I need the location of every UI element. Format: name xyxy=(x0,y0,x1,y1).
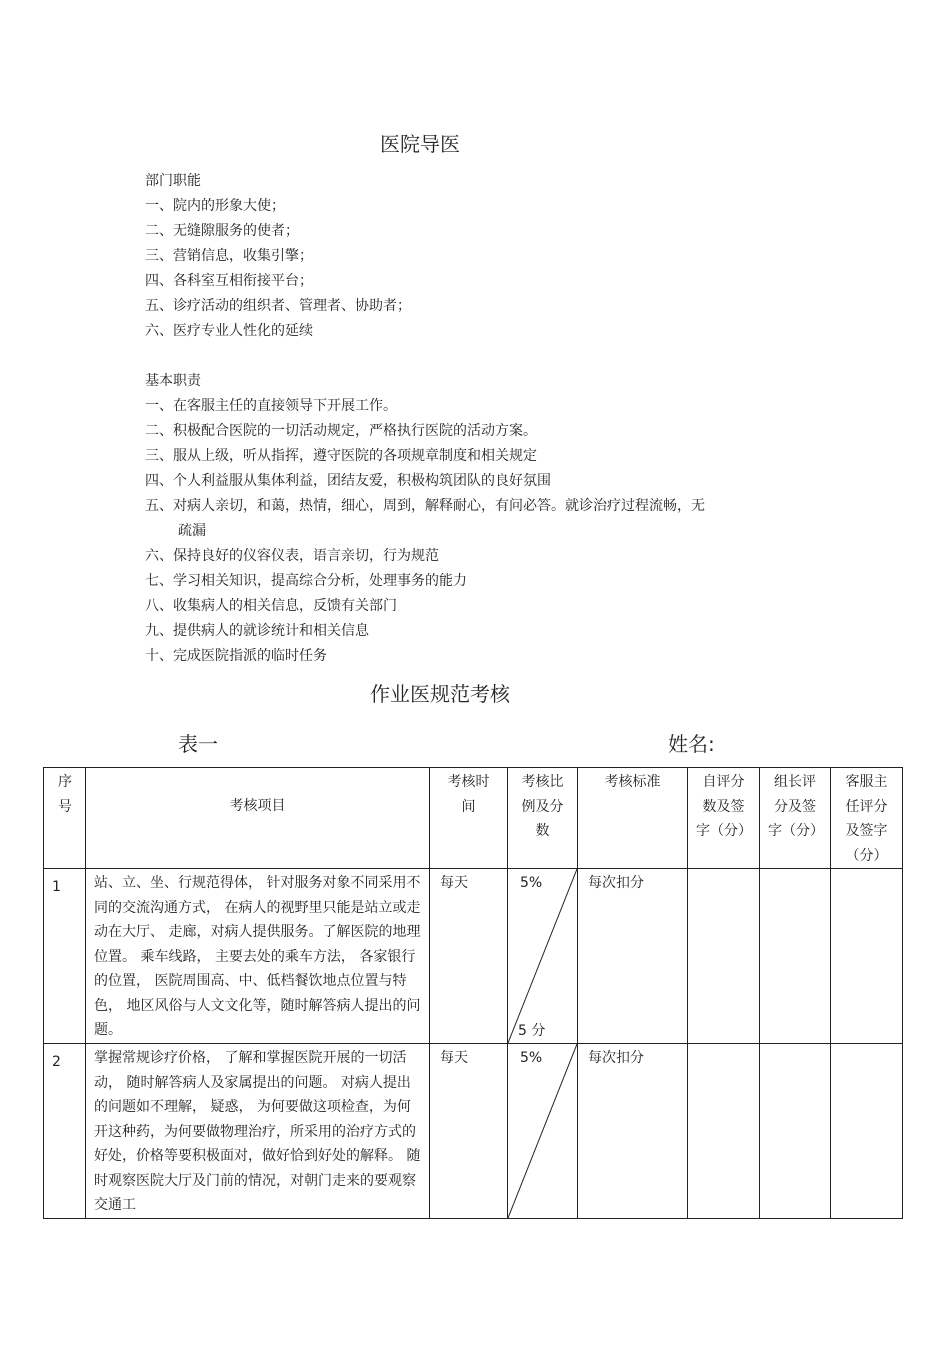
leader-score-cell[interactable] xyxy=(760,869,831,1044)
row-ratio: 5% xyxy=(520,875,543,891)
duty-item: 四、个人利益服从集体利益，团结友爱，积极构筑团队的良好氛围 xyxy=(145,473,551,489)
leader-score-cell[interactable] xyxy=(760,1044,831,1219)
function-item: 五、诊疗活动的组织者、管理者、协助者； xyxy=(145,298,411,314)
section-heading-functions: 部门职能 xyxy=(145,173,201,189)
function-item: 四、各科室互相衔接平台； xyxy=(145,273,313,289)
diagonal-line xyxy=(508,1044,577,1218)
function-item: 六、医疗专业人性化的延续 xyxy=(145,323,313,339)
duty-item-continuation: 疏漏 xyxy=(178,523,206,539)
director-score-cell[interactable] xyxy=(831,869,903,1044)
header-seq: 序号 xyxy=(44,768,86,869)
header-director-score: 客服主任评分及签字（分） xyxy=(831,768,903,869)
row-standard: 每次扣分 xyxy=(578,869,688,1044)
duty-item: 七、学习相关知识，提高综合分析，处理事务的能力 xyxy=(145,573,467,589)
row-ratio-cell xyxy=(508,869,578,1044)
header-item: 考核项目 xyxy=(86,768,430,869)
duty-item: 一、在客服主任的直接领导下开展工作。 xyxy=(145,398,397,414)
header-ratio: 考核比例及分数 xyxy=(508,768,578,869)
header-time: 考核时间 xyxy=(430,768,508,869)
director-score-cell[interactable] xyxy=(831,1044,903,1219)
table-row xyxy=(44,869,903,1044)
header-standard: 考核标准 xyxy=(578,768,688,869)
self-score-cell[interactable] xyxy=(688,869,760,1044)
duty-item: 八、收集病人的相关信息，反馈有关部门 xyxy=(145,598,397,614)
function-item: 三、营销信息，收集引擎； xyxy=(145,248,313,264)
assessment-title: 作业医规范考核 xyxy=(370,682,510,706)
row-item: 掌握常规诊疗价格， 了解和掌握医院开展的一切活动， 随时解答病人及家属提出的问题。 对病人提出的问题如不理解， 疑惑， 为何要做这项检查，为何开这种药，为何要做物理治疗，所采用的治疗方式的好处，价格等要积极面对，做好恰到好处的解释。 随时观察医院大厅及门前的情况，对朝门走来的要观察交通工 xyxy=(86,1044,430,1219)
table-row xyxy=(44,1044,903,1219)
row-standard: 每次扣分 xyxy=(578,1044,688,1219)
header-self-score: 自评分数及签字（分） xyxy=(688,768,760,869)
duty-item: 五、对病人亲切，和蔼，热情，细心，周到，解释耐心，有问必答。就诊治疗过程流畅，无 xyxy=(145,498,705,514)
header-leader-score: 组长评分及签字（分） xyxy=(760,768,831,869)
function-item: 一、院内的形象大使； xyxy=(145,198,285,214)
row-number: 2 xyxy=(44,1044,86,1219)
diagonal-line xyxy=(508,869,577,1043)
name-label: 姓名: xyxy=(668,732,715,756)
section-heading-duties: 基本职责 xyxy=(145,373,201,389)
function-item: 二、无缝隙服务的使者； xyxy=(145,223,299,239)
duty-item: 三、服从上级，听从指挥，遵守医院的各项规章制度和相关规定 xyxy=(145,448,537,464)
row-time: 每天 xyxy=(430,1044,508,1219)
row-ratio: 5% xyxy=(520,1050,543,1066)
duty-item: 二、积极配合医院的一切活动规定，严格执行医院的活动方案。 xyxy=(145,423,537,439)
row-score: 5 分 xyxy=(518,1022,546,1039)
row-item: 站、立、坐、行规范得体， 针对服务对象不同采用不同的交流沟通方式， 在病人的视野里只能是站立或走动在大厅、 走廊，对病人提供服务。了解医院的地理位置。 乘车线路， 主要去处的乘车方法， 各家银行的位置， 医院周围高、中、低档餐饮地点位置与特色， 地区风俗与人文文化等，随时解答病人提出的问题。 xyxy=(86,869,430,1044)
self-score-cell[interactable] xyxy=(688,1044,760,1219)
table-header-row xyxy=(44,768,903,869)
row-time: 每天 xyxy=(430,869,508,1044)
table-label: 表一 xyxy=(178,732,218,756)
row-number: 1 xyxy=(44,869,86,1044)
duty-item: 九、提供病人的就诊统计和相关信息 xyxy=(145,623,369,639)
assessment-table xyxy=(43,767,903,1219)
document-title: 医院导医 xyxy=(380,132,460,156)
duty-item: 十、完成医院指派的临时任务 xyxy=(145,648,327,664)
row-ratio-cell xyxy=(508,1044,578,1219)
duty-item: 六、保持良好的仪容仪表，语言亲切，行为规范 xyxy=(145,548,439,564)
